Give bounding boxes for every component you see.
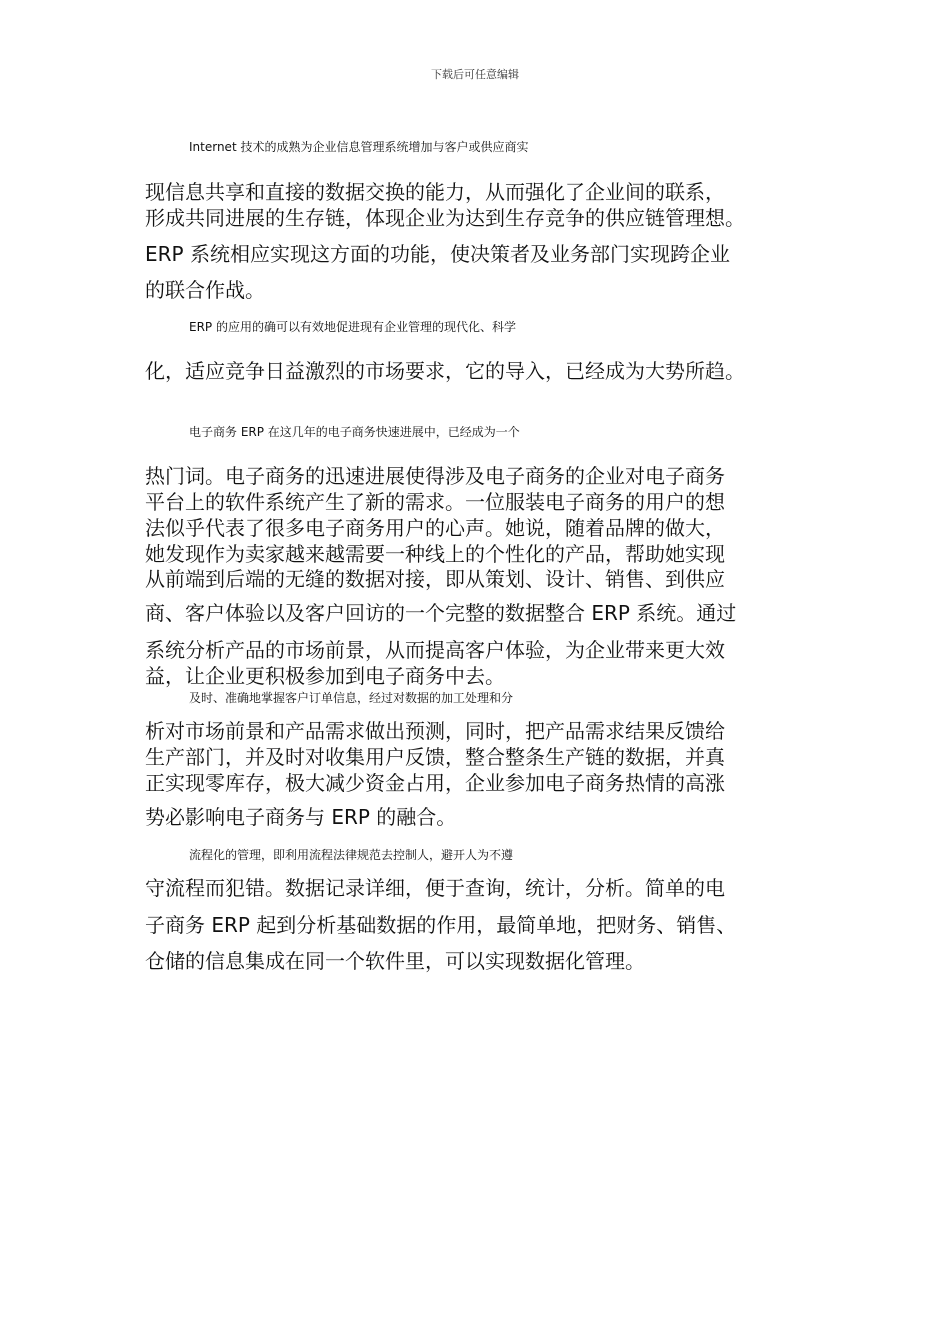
text-line: ERP 的应用的确可以有效地促进现有企业管理的现代化、科学 bbox=[189, 320, 516, 334]
text-line: 守流程而犯错。数据记录详细，便于查询，统计，分析。简单的电 bbox=[145, 876, 725, 900]
text-line: 化，适应竞争日益激烈的市场要求，它的导入，已经成为大势所趋。 bbox=[145, 359, 745, 383]
text-line: 仓储的信息集成在同一个软件里，可以实现数据化管理。 bbox=[145, 949, 645, 973]
text-line: 法似乎代表了很多电子商务用户的心声。她说，随着品牌的做大， bbox=[145, 516, 725, 540]
text-line: 从前端到后端的无缝的数据对接，即从策划、设计、销售、到供应 bbox=[145, 567, 725, 591]
text-line: 系统分析产品的市场前景，从而提高客户体验，为企业带来更大效 bbox=[145, 638, 725, 662]
text-line: ERP 系统相应实现这方面的功能，使决策者及业务部门实现跨企业 bbox=[145, 242, 730, 266]
text-line: 益，让企业更积极参加到电子商务中去。 bbox=[145, 664, 505, 688]
text-line: 热门词。电子商务的迅速进展使得涉及电子商务的企业对电子商务 bbox=[145, 464, 725, 488]
text-line: 的联合作战。 bbox=[145, 278, 265, 302]
text-line: Internet 技术的成熟为企业信息管理系统增加与客户或供应商实 bbox=[189, 140, 529, 154]
text-line: 势必影响电子商务与 ERP 的融合。 bbox=[145, 805, 457, 829]
text-line: 现信息共享和直接的数据交换的能力，从而强化了企业间的联系， bbox=[145, 180, 725, 204]
text-line: 析对市场前景和产品需求做出预测，同时，把产品需求结果反馈给 bbox=[145, 719, 725, 743]
text-line: 平台上的软件系统产生了新的需求。一位服装电子商务的用户的想 bbox=[145, 490, 725, 514]
text-line: 正实现零库存，极大减少资金占用，企业参加电子商务热情的高涨 bbox=[145, 771, 725, 795]
text-line: 生产部门，并及时对收集用户反馈，整合整条生产链的数据，并真 bbox=[145, 745, 725, 769]
text-line: 商、客户体验以及客户回访的一个完整的数据整合 ERP 系统。通过 bbox=[145, 601, 737, 625]
text-line: 及时、准确地掌握客户订单信息，经过对数据的加工处理和分 bbox=[189, 691, 514, 705]
text-line: 流程化的管理，即利用流程法律规范去控制人，避开人为不遵 bbox=[189, 848, 514, 862]
text-line: 子商务 ERP 起到分析基础数据的作用，最简单地，把财务、销售、 bbox=[145, 913, 737, 937]
text-line: 她发现作为卖家越来越需要一种线上的个性化的产品，帮助她实现 bbox=[145, 542, 725, 566]
text-line: 电子商务 ERP 在这几年的电子商务快速进展中，已经成为一个 bbox=[189, 425, 520, 439]
text-line: 形成共同进展的生存链，体现企业为达到生存竞争的供应链管理想。 bbox=[145, 206, 745, 230]
page-header: 下载后可任意编辑 bbox=[431, 68, 519, 81]
